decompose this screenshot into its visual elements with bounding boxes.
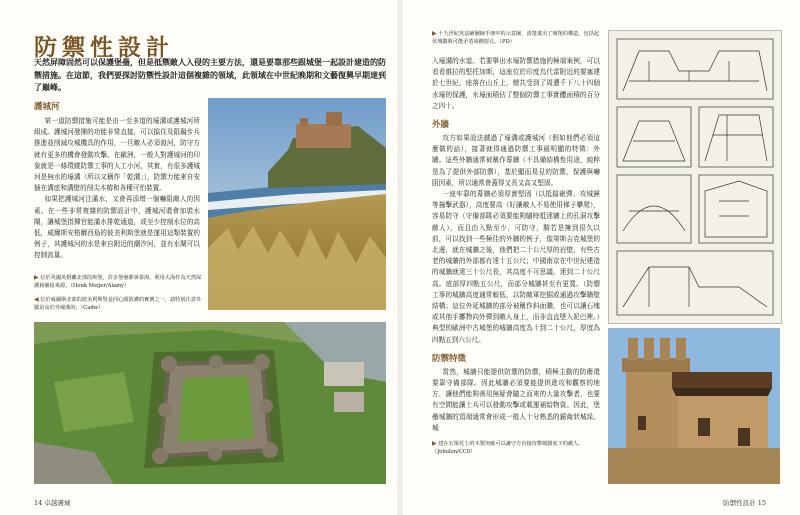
caption-text: 位於威爾斯北部的波美利斯堡是同心圓防護的實例之一，請特別注意外牆是高於外壕溝的。（Cadw） bbox=[34, 297, 202, 311]
triangle-icon: ▶ bbox=[432, 440, 437, 448]
diagram-caption bbox=[432, 30, 600, 46]
photo-caption bbox=[432, 440, 600, 456]
section-heading-defensive-features: 防禦特徵 bbox=[432, 353, 467, 364]
page-number-right: 防禦性設計 15 bbox=[723, 499, 766, 507]
right-page bbox=[402, 0, 800, 515]
photo-caption bbox=[34, 296, 204, 312]
fortification-diagram bbox=[608, 30, 782, 324]
caption-text: 建在石梁托上的木製突廊可以讓守方直接攻擊城牆底下的敵人。（Jebulon/CC0） bbox=[432, 441, 584, 456]
aerial-castle-photo bbox=[34, 322, 386, 484]
left-page bbox=[0, 0, 398, 515]
caption-text: 位於英國英格蘭北部的班堡，許多堡壘都會靠海，利用大海作為天然保護和補給來源。（Henk Meijer/Alamy） bbox=[34, 275, 202, 289]
section-heading-walls: 外牆 bbox=[432, 120, 450, 131]
right-column-left bbox=[432, 30, 600, 456]
tower-hoarding-photo bbox=[608, 328, 780, 484]
caption-group bbox=[34, 274, 204, 312]
lead-paragraph: 天然屏障固然可以保護堡壘，但是抵禦敵人入侵的主要方法，還是要靠那些跟城堡一起設計建造的防禦措施。在這節，我們要探討防禦性設計這個複雜的領域，此領域在中世紀晚期和文藝復興早期達到了巔峰。 bbox=[34, 57, 386, 93]
triangle-icon: ◀ bbox=[34, 296, 39, 303]
triangle-icon: ▶ bbox=[34, 274, 39, 281]
photo-caption bbox=[34, 274, 204, 290]
caption-text: 十九世紀英法繪圖師手冊中的示意圖，清楚畫出了城堡的構造，包括起伏城牆與可能矛盾兩側射孔。（PD） bbox=[432, 31, 600, 45]
body-paragraph: 第一道防禦措施可能是由一至多道的壕溝或護城河所組成。護城河發揮的功能非常直接，可以擋住及阻礙步兵推進並削減攻城機具的作用，一旦敵人必須渡河，防守方就有更多的機會發動攻擊。在歐洲，一般人對護城河的印象就是一條環繞防禦工事的人工小河，其實，有很多護城河是無水的壕溝（所以又稱作「乾溝」），防禦力能來自安插在溝底和溝壁的削尖木樁和各種可怕裝置。 bbox=[34, 117, 200, 193]
section-heading-moat: 護城河 bbox=[34, 102, 60, 112]
triangle-icon: ▶ bbox=[432, 30, 437, 37]
body-paragraph: 如果把護城河注滿水，又會再添增一個嚇阻敵人的因素。在一些非常複雜的防禦設計中，護城河還會加裝水閘，讓城堡指揮官能滿水排乾通道，或至少控制水位的高低，威爾斯安格爾西島的彼美利斯堡就是運用這類裝置的例子，其護城河的水是來自附近的潮汐河，並有水閘可以控制流量。 bbox=[34, 195, 200, 260]
body-paragraph: 入壕溝的水道。若要舉出水壕防禦措施的極端案例，可以看看維拉的堅托加斯，這座位於印度烏代雷附近的要塞建於七世紀，座落在山丘上，總共受到了周遭千下八十四個水壕的保護，水壕面積佔了整個防禦工事實體面積的百分之四十。 bbox=[432, 57, 600, 110]
body-paragraph: 攻方如果設法越過了壕溝或護城河（假如他們必須這麼做的話），接著就得通過防禦工事最明顯的特徵：外牆。這些外牆通常被稱作幕牆（不具備結構性用途，純粹是為了提供外部防禦），基於顯而易見的防禦、保護與嚇阻因素，所以通常會蓋得又長又高又堅固。 bbox=[432, 134, 600, 187]
page-title: 防禦性設計 bbox=[34, 34, 174, 61]
moat-section bbox=[34, 100, 200, 262]
page-number-left: 14 卓越護城 bbox=[34, 499, 71, 507]
body-paragraph: 一座牢靠的幕牆必須厚實堅固（以抵擋砲彈、攻城錘等撞擊武器），高度要高（好讓敵人不易使用梯子攀爬），容易防守（守備部隊必須要能夠隨時抵達牆上的孔洞攻擊敵人），而且由入點至少，可防守，騎若是擁到很久以前，可以找到一些極佳的外牆的例子，像第斯吉克城堡的北邊，就在城牆之後，他們把二十公尺厚的岩壁，有些古老的城牆的外部都有達十五公尺；中國南京在中世紀建造的城牆就達三十公尺長，其高度不可思議，達到二十公尺高。底部厚四點五公尺，而部分城牆甚至有更寬。（防禦工事的城牆高度通常較低，以防敵軍挖掘或通過攻擊牆壁結構；這位外延城牆的部分被稱作斜面牆，也可以讓石塊或其他手擲物向外彈到敵人身上，而非直直墜入泥巴裡。）典型的歐洲中古城堡的城牆高度為十到二十公尺，厚度為四點五到六公尺。 bbox=[432, 190, 600, 344]
body-paragraph: 當然，城牆只能提供防禦的防禦，積極主動的防衛還要靠守備部隊。因此城牆必須要能提供進攻和觀察的地方，讓他們能夠善用無疑會隨之而來的大量攻擊者，也要有空間能讓士兵可以發動攻擊或載運補給物資。因此，堡壘城牆的頂端通常會形成一般人十分熟悉的鋸齒狀城垛。城 bbox=[432, 367, 600, 432]
castle-coast-photo bbox=[208, 98, 386, 310]
